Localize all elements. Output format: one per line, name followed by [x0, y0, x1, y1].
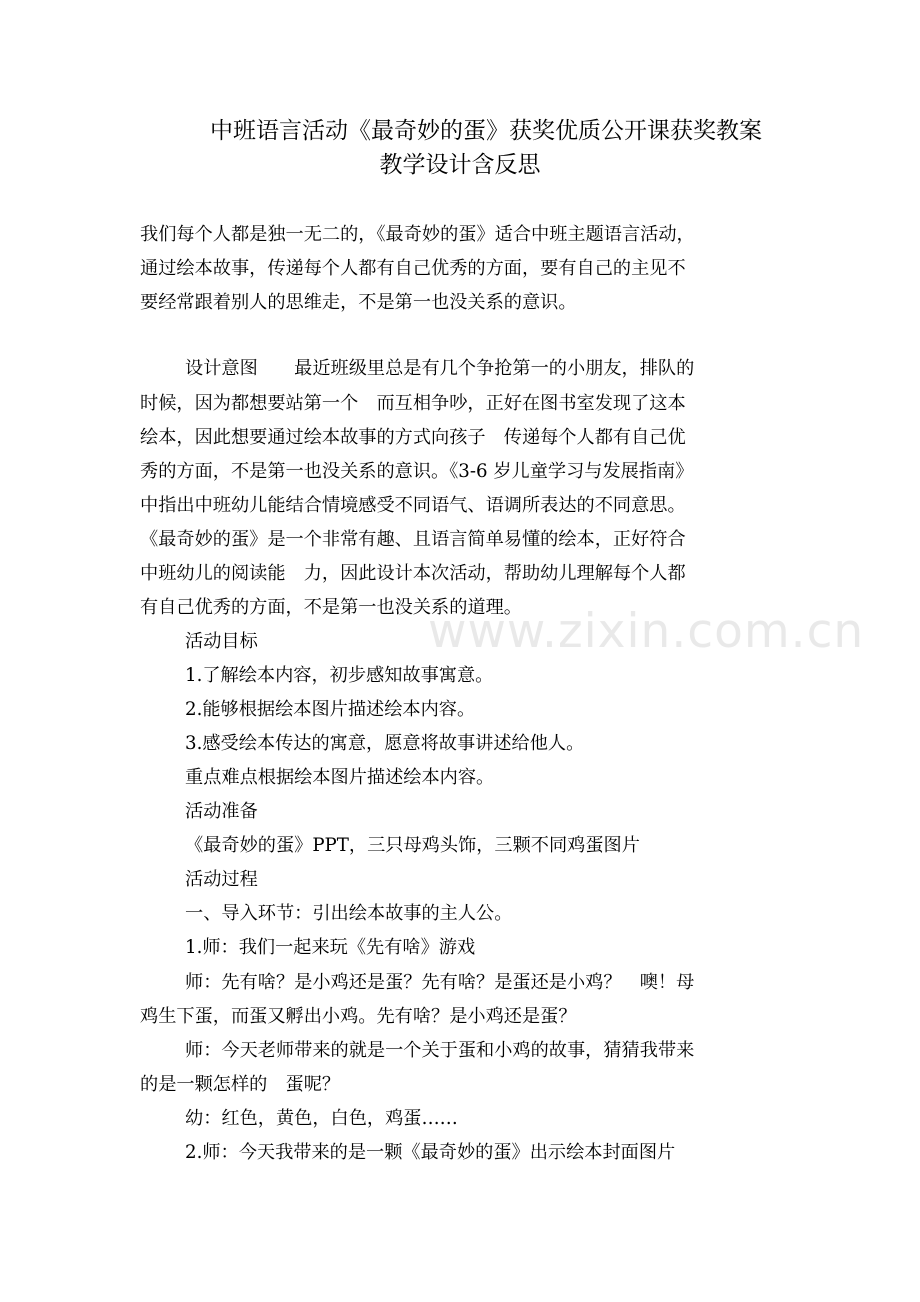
design-intent-line-3: 绘本，因此想要通过绘本故事的方式向孩子 传递每个人都有自己优 — [140, 427, 686, 448]
process-heading: 活动过程 — [185, 869, 258, 890]
game-line: 1.师：我们一起来玩《先有啥》游戏 — [185, 937, 476, 958]
prep-text: 《最奇妙的蛋》PPT，三只母鸡头饰，三颗不同鸡蛋图片 — [185, 835, 640, 856]
design-intent-line-2: 时候，因为都想要站第一个 而互相争吵，正好在图书室发现了这本 — [140, 393, 686, 414]
goal-item-2: 2.能够根据绘本图片描述绘本内容。 — [185, 699, 476, 720]
design-intent-line-6: 《最奇妙的蛋》是一个非常有趣、且语言简单易懂的绘本，正好符合 — [140, 529, 686, 550]
goal-item-3: 3.感受绘本传达的寓意，愿意将故事讲述给他人。 — [185, 733, 585, 754]
design-intent-line-5: 中指出中班幼儿能结合情境感受不同语气、语调所表达的不同意思。 — [140, 495, 686, 516]
dialog2-line-2: 的是一颗怎样的 蛋呢？ — [140, 1074, 341, 1095]
dialog2-line-1: 师：今天老师带来的就是一个关于蛋和小鸡的故事，猜猜我带来 — [185, 1040, 695, 1061]
design-intent-line-1: 设计意图 最近班级里总是有几个争抢第一的小朋友，排队的 — [185, 358, 695, 379]
dialog1-line-2: 鸡生下蛋，而蛋又孵出小鸡。先有啥？是小鸡还是蛋？ — [140, 1006, 577, 1027]
design-intent-line-8: 有自己优秀的方面，不是第一也没关系的道理。 — [140, 597, 522, 618]
document-title-line-1: 中班语言活动《最奇妙的蛋》获奖优质公开课获奖教案 — [210, 118, 762, 144]
process-step-1: 一、导入环节：引出绘本故事的主人公。 — [185, 903, 513, 924]
intro-line-2: 通过绘本故事，传递每个人都有自己优秀的方面，要有自己的主见不 — [140, 258, 686, 279]
child-reply: 幼：红色，黄色，白色，鸡蛋…… — [185, 1108, 458, 1129]
intro-line-1: 我们每个人都是独一无二的，《最奇妙的蛋》适合中班主题语言活动， — [140, 224, 695, 245]
design-intent-line-4: 秀的方面，不是第一也没关系的意识。《3-6 岁儿童学习与发展指南》 — [140, 461, 694, 482]
goal-item-1: 1.了解绘本内容，初步感知故事寓意。 — [185, 665, 494, 686]
cover-line: 2.师：今天我带来的是一颗《最奇妙的蛋》出示绘本封面图片 — [185, 1142, 676, 1163]
prep-heading: 活动准备 — [185, 801, 258, 822]
document-title-line-2: 教学设计含反思 — [379, 152, 541, 178]
design-intent-line-7: 中班幼儿的阅读能 力，因此设计本次活动，帮助幼儿理解每个人都 — [140, 563, 686, 584]
dialog1-line-1: 师：先有啥？是小鸡还是蛋？先有啥？是蛋还是小鸡？ 噢！母 — [185, 972, 695, 993]
intro-line-3: 要经常跟着别人的思维走，不是第一也没关系的意识。 — [140, 292, 577, 313]
site-watermark: www.zixin.com.cn — [428, 604, 865, 659]
goals-heading: 活动目标 — [185, 631, 258, 652]
key-points: 重点难点根据绘本图片描述绘本内容。 — [185, 767, 495, 788]
